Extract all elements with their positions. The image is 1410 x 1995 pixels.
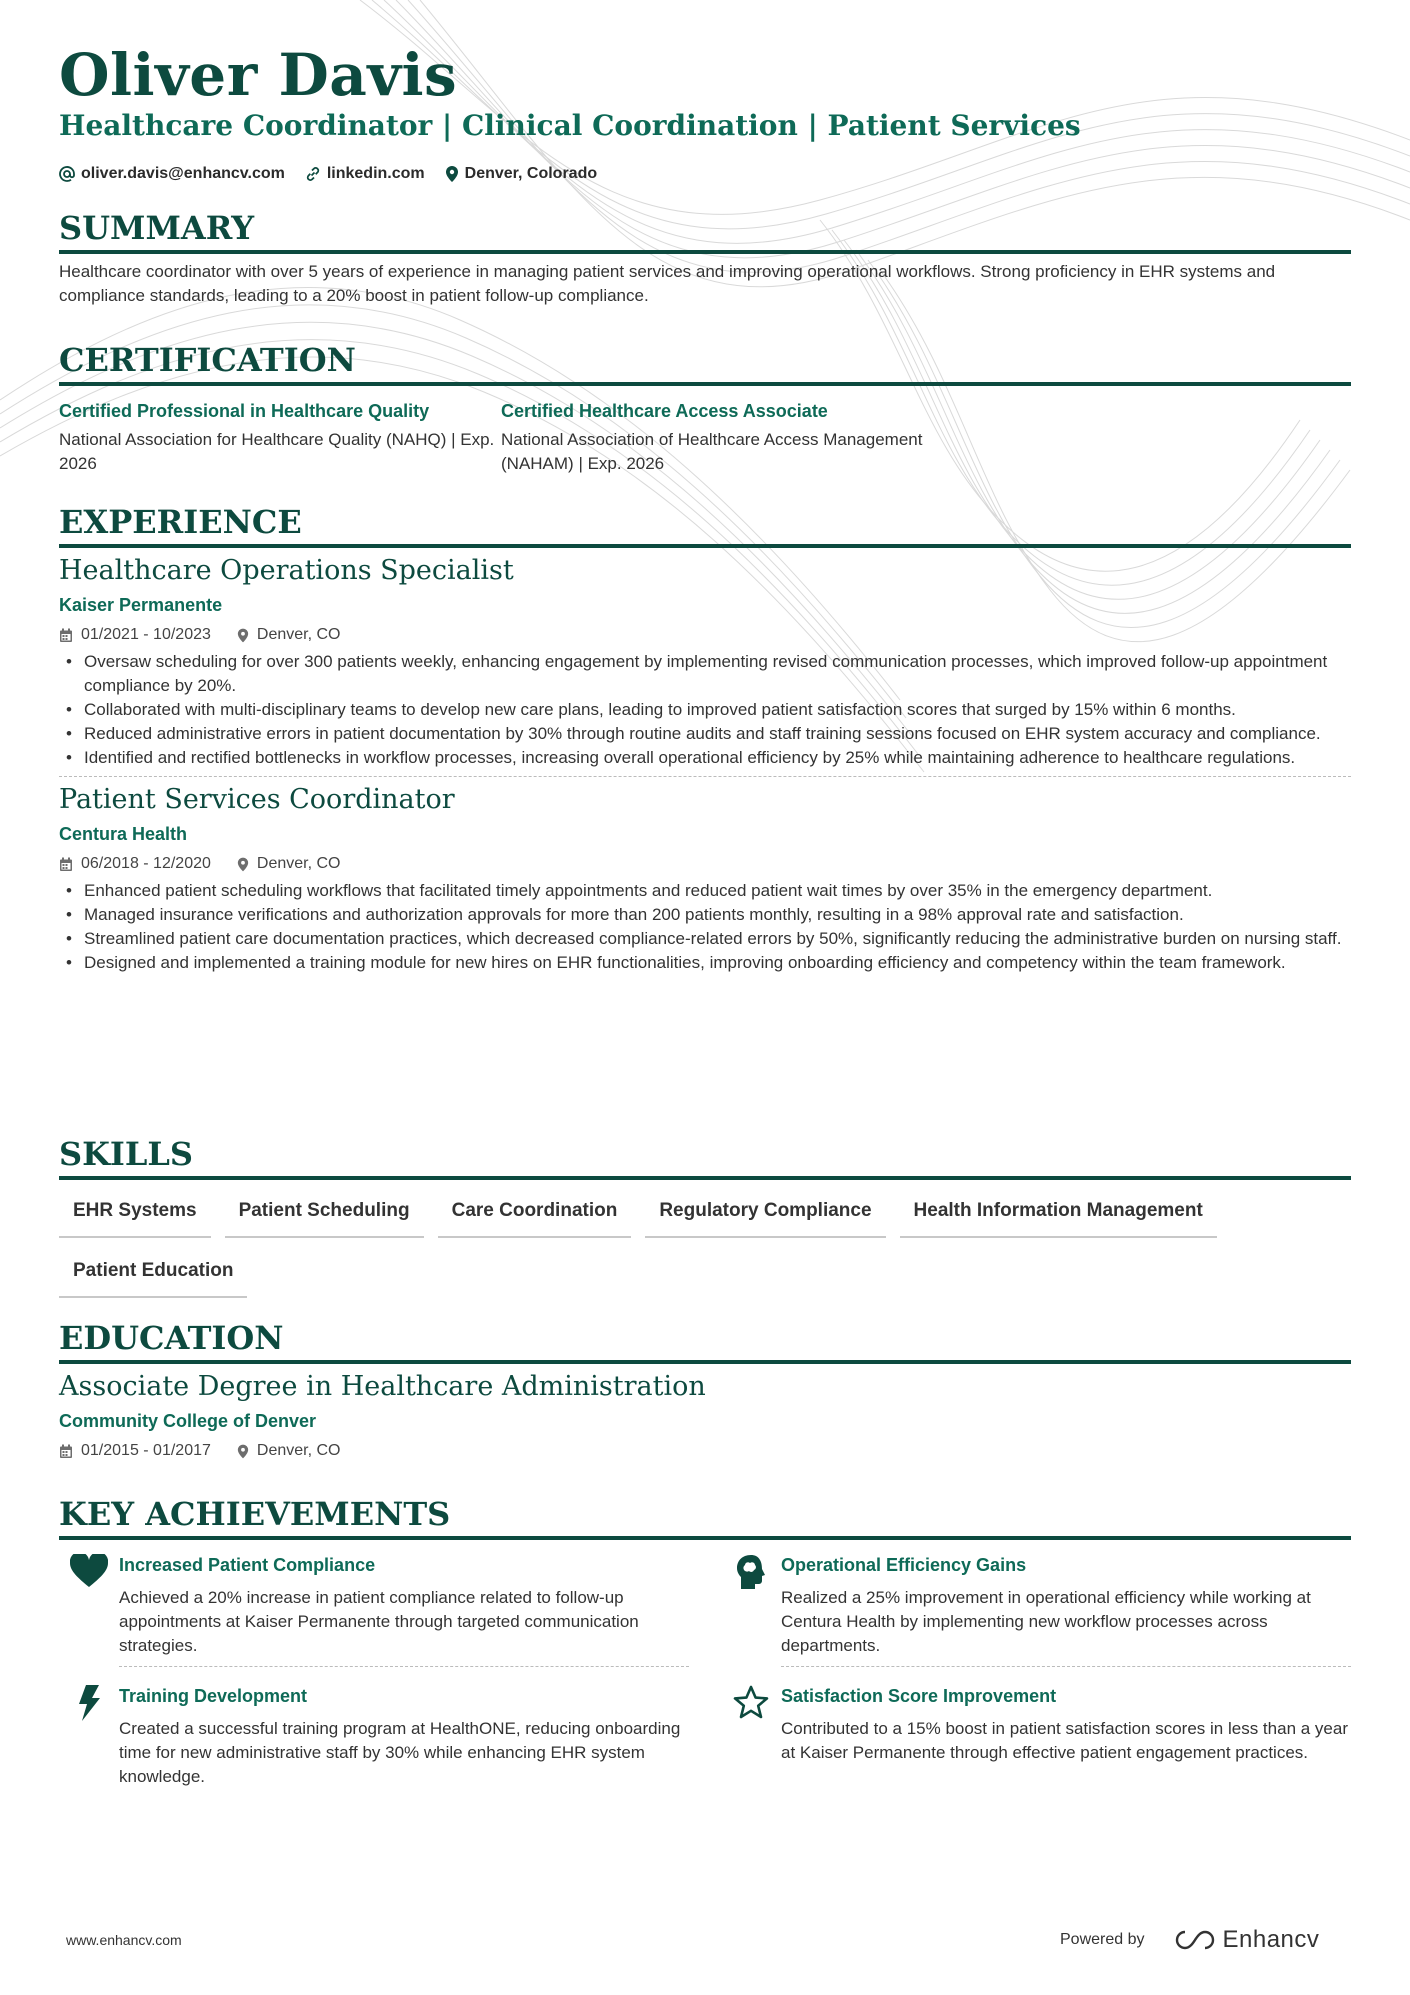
experience-section — [59, 502, 1351, 975]
skill-tag: Care Coordination — [438, 1194, 632, 1238]
education-section — [59, 1318, 1351, 1462]
achievement-title: Satisfaction Score Improvement — [781, 1686, 1057, 1706]
education-heading: EDUCATION — [59, 1318, 1351, 1364]
contact-linkedin[interactable] — [305, 165, 425, 183]
achievement-desc: Contributed to a 15% boost in patient satisfaction scores in less than a year at Kaiser Permanente through effective patient engagement practices. — [781, 1719, 1348, 1762]
company-name: Kaiser Permanente — [59, 595, 223, 615]
job-bullet: • Managed insurance verifications and authorization approvals for more than 200 patients monthly, resulting in a 98% approval rate and satisfaction. — [59, 903, 1351, 927]
education-meta — [59, 1440, 1351, 1462]
entry-divider — [59, 776, 1351, 777]
map-pin-icon — [237, 628, 249, 643]
job-location: Denver, CO — [256, 626, 341, 643]
job-bullet: • Enhanced patient scheduling workflows that facilitated timely appointments and reduced patient wait times by over 35% in the emergency department. — [59, 879, 1351, 903]
company-name: Centura Health — [59, 824, 188, 844]
certification-name: Certified Healthcare Access Associate — [501, 401, 828, 421]
job-bullet: • Identified and rectified bottlenecks in workflow processes, increasing overall operational efficiency by 25% while maintaining adherence to healthcare regulations. — [59, 746, 1351, 770]
skill-tag: Patient Scheduling — [225, 1194, 424, 1238]
star-outline-icon — [733, 1685, 769, 1719]
email-text: oliver.davis@enhancv.com — [81, 165, 285, 182]
powered-by-label: Powered by — [1060, 1931, 1145, 1948]
education-dates: 01/2015 - 01/2017 — [81, 1442, 211, 1459]
candidate-headline: Healthcare Coordinator | Clinical Coordination | Patient Services — [59, 109, 1081, 142]
contact-bar — [59, 162, 617, 186]
experience-entry — [59, 554, 1351, 777]
skill-tag: Regulatory Compliance — [645, 1194, 885, 1238]
job-title: Patient Services Coordinator — [59, 784, 455, 815]
summary-section — [59, 208, 1351, 308]
heart-icon — [70, 1554, 108, 1588]
skills-list — [59, 1194, 1351, 1314]
job-meta — [59, 624, 1351, 646]
enhancv-brand-text: Enhancv — [1222, 1926, 1320, 1953]
certification-name: Certified Professional in Healthcare Quality — [59, 401, 430, 421]
calendar-icon — [59, 1444, 73, 1459]
certification-issuer: National Association of Healthcare Access Management (NAHAM) | Exp. 2026 — [501, 430, 923, 473]
education-location: Denver, CO — [256, 1442, 341, 1459]
skill-tag: Health Information Management — [900, 1194, 1217, 1238]
linkedin-text: linkedin.com — [326, 165, 425, 182]
calendar-icon — [59, 857, 73, 872]
job-dates: 01/2021 - 10/2023 — [81, 626, 211, 643]
candidate-name: Oliver Davis — [59, 41, 458, 109]
map-pin-icon — [445, 166, 459, 182]
experience-entry — [59, 783, 1351, 975]
entry-divider — [119, 1666, 689, 1667]
calendar-icon — [59, 628, 73, 643]
achievement-item — [59, 1683, 689, 1789]
location-text: Denver, Colorado — [464, 165, 598, 182]
job-meta — [59, 853, 1351, 875]
certification-list — [59, 398, 1351, 476]
degree-title: Associate Degree in Healthcare Administration — [59, 1371, 706, 1402]
contact-email[interactable] — [59, 165, 285, 183]
certification-issuer: National Association for Healthcare Quality (NAHQ) | Exp. 2026 — [59, 430, 495, 473]
achievements-grid — [59, 1552, 1351, 1789]
map-pin-icon — [237, 1444, 249, 1459]
skill-tag: Patient Education — [59, 1254, 247, 1298]
achievement-title: Training Development — [119, 1686, 308, 1706]
job-bullets — [59, 650, 1351, 770]
brain-head-icon — [736, 1554, 766, 1590]
summary-heading: SUMMARY — [59, 208, 1351, 254]
contact-location — [445, 165, 597, 183]
job-location: Denver, CO — [256, 855, 341, 872]
skills-heading: SKILLS — [59, 1134, 1351, 1180]
enhancv-logo-icon — [1171, 1927, 1215, 1953]
certification-section — [59, 340, 1351, 476]
achievement-item — [721, 1552, 1351, 1667]
certification-heading: CERTIFICATION — [59, 340, 1351, 386]
certification-item — [501, 398, 943, 476]
job-dates: 06/2018 - 12/2020 — [81, 855, 211, 872]
job-bullet: • Streamlined patient care documentation practices, which decreased compliance-related errors by 50%, significantly reducing the administrative burden on nursing staff. — [59, 927, 1351, 951]
skill-tag: EHR Systems — [59, 1194, 211, 1238]
job-bullet: • Collaborated with multi-disciplinary teams to develop new care plans, leading to improved patient satisfaction scores that surged by 15% within 6 months. — [59, 698, 1351, 722]
job-bullet: • Oversaw scheduling for over 300 patients weekly, enhancing engagement by implementing revised communication processes, which improved follow-up appointment compliance by 20%. — [59, 650, 1351, 698]
footer-website[interactable]: www.enhancv.com — [66, 1932, 182, 1948]
school-name: Community College of Denver — [59, 1411, 317, 1431]
map-pin-icon — [237, 857, 249, 872]
at-sign-icon — [59, 166, 75, 182]
footer-branding — [1060, 1926, 1319, 1954]
skills-section — [59, 1134, 1351, 1314]
lightning-bolt-icon — [77, 1685, 101, 1721]
achievement-desc: Realized a 25% improvement in operational efficiency while working at Centura Health by implementing new workflow processes across departments. — [781, 1588, 1311, 1655]
experience-heading: EXPERIENCE — [59, 502, 1351, 548]
certification-item — [59, 398, 501, 476]
achievement-title: Increased Patient Compliance — [119, 1555, 376, 1575]
achievements-heading: KEY ACHIEVEMENTS — [59, 1494, 1351, 1540]
achievement-desc: Achieved a 20% increase in patient compliance related to follow-up appointments at Kaiser Permanente through targeted communication strategies. — [119, 1588, 639, 1655]
job-title: Healthcare Operations Specialist — [59, 555, 514, 586]
job-bullet: • Designed and implemented a training module for new hires on EHR functionalities, improving onboarding efficiency and competency within the team framework. — [59, 951, 1351, 975]
summary-text: Healthcare coordinator with over 5 years of experience in managing patient services and improving operational workflows. Strong proficiency in EHR systems and compliance standards, leading to a 20% boost in patient follow-up compliance. — [59, 262, 1276, 305]
achievement-title: Operational Efficiency Gains — [781, 1555, 1027, 1575]
achievement-item — [721, 1683, 1351, 1789]
link-icon — [305, 166, 321, 182]
job-bullets — [59, 879, 1351, 975]
achievement-desc: Created a successful training program at HealthONE, reducing onboarding time for new administrative staff by 30% while enhancing EHR system knowledge. — [119, 1719, 681, 1786]
achievement-item — [59, 1552, 689, 1667]
entry-divider — [781, 1666, 1351, 1667]
achievements-section — [59, 1494, 1351, 1789]
job-bullet: • Reduced administrative errors in patient documentation by 30% through routine audits and staff training sessions focused on EHR system accuracy and compliance. — [59, 722, 1351, 746]
